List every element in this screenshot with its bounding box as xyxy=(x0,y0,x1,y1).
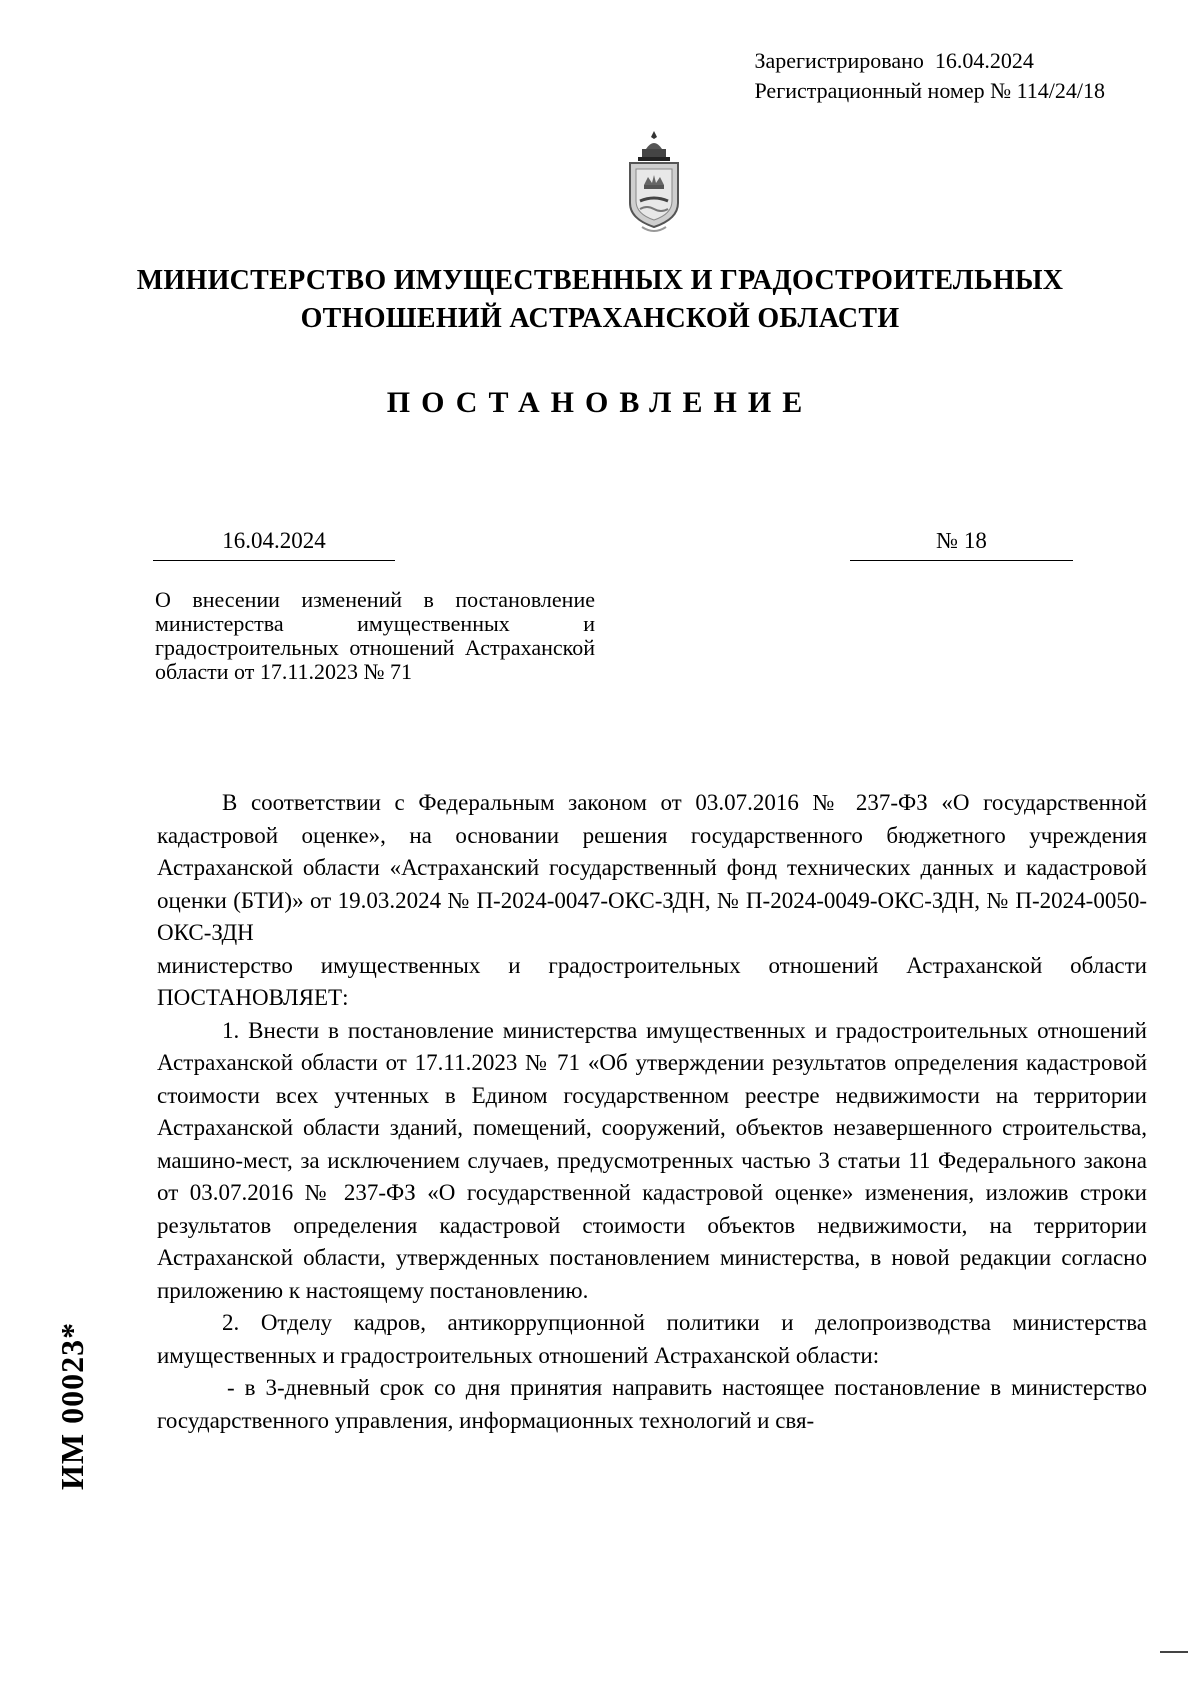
body-paragraph-preamble: В соответствии с Федеральным законом от 03.07.2016 № 237-ФЗ «О государственной кадастровой оценке», на основании решения государственного бюджетного учреждения Астраханской области «Астраханский государственный фонд технических данных и кадастровой оценки (БТИ)» от 19.03.2024 № П-2024-0047-ОКС-ЗДН, № П-2024-0049-ОКС-ЗДН, № П-2024-0050-ОКС-ЗДН xyxy=(157,790,1147,945)
body-paragraph-item-1: 1. Внести в постановление министерства имущественных и градостроительных отношений Астраханской области от 17.11.2023 № 71 «Об утверждении результатов определения кадастровой стоимости всех учтенных в Едином государственном реестре недвижимости на территории Астраханской области зданий, помещений, сооружений, объектов незавершенного строительства, машино-мест, за исключением случаев, предусмотренных частью 3 статьи 11 Федерального закона от 03.07.2016 № 237-ФЗ «О государственной кадастровой оценке» изменения, изложив строки результатов определения кадастровой стоимости объектов недвижимости, на территории Астраханской области, утвержденных постановлением министерства, в новой редакции согласно приложению к настоящему постановлению. xyxy=(157,1017,1147,1303)
document-type-title: ПОСТАНОВЛЕНИЕ xyxy=(386,386,814,419)
registration-date-line: Зарегистрировано 16.04.2024 xyxy=(754,48,1034,73)
body-paragraph-item-2-dash: - в 3-дневный срок со дня принятия направить настоящее постановление в министерство государственного управления, информационных технологий и свя- xyxy=(157,1375,1147,1433)
document-number: № 18 xyxy=(850,528,1073,561)
ministry-name-line1: МИНИСТЕРСТВО ИМУЩЕСТВЕННЫХ И ГРАДОСТРОИТЕЛЬНЫХ xyxy=(136,265,1064,296)
page-edge-mark xyxy=(1160,1651,1188,1653)
registration-number-line: Регистрационный номер № 114/24/18 xyxy=(754,78,1105,103)
astrakhan-region-coat-of-arms-icon xyxy=(624,131,684,235)
side-document-code: ИМ 00023* xyxy=(54,1321,90,1490)
body-paragraph-resolves: министерство имущественных и градостроительных отношений Астраханской области ПОСТАНОВЛЯЕТ: xyxy=(157,952,1147,1010)
document-body xyxy=(157,787,1147,1437)
document-date: 16.04.2024 xyxy=(153,528,395,561)
document-subject: О внесении изменений в постановление министерства имущественных и градостроительных отношений Астраханской области от 17.11.2023 № 71 xyxy=(155,587,595,684)
ministry-name-line2: ОТНОШЕНИЙ АСТРАХАНСКОЙ ОБЛАСТИ xyxy=(300,303,900,334)
ministry-name xyxy=(0,262,1200,338)
body-paragraph-item-2: 2. Отделу кадров, антикоррупционной политики и делопроизводства министерства имущественных и градостроительных отношений Астраханской области: xyxy=(157,1310,1147,1368)
registration-stamp xyxy=(754,46,1105,106)
